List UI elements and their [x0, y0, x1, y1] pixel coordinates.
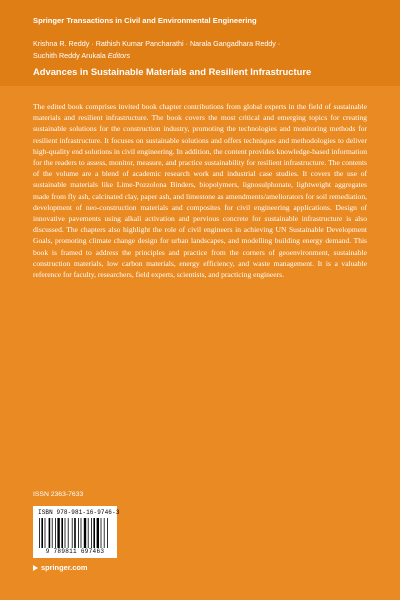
editors-line-1: Krishna R. Reddy · Rathish Kumar Pancharathi · Narala Gangadhara Reddy ·	[33, 39, 281, 48]
editors-suffix: Editors	[107, 51, 131, 60]
barcode	[33, 506, 120, 558]
publisher-site[interactable]: springer.com	[41, 563, 88, 572]
issn-label: ISSN 2363-7633	[33, 491, 84, 498]
back-cover-blurb: The edited book comprises invited book chapter contributions from global experts in the field of sustainable materials and resilient infrastructure. The book covers the most critical and emerging topics for creating sustainable solutions for the construction industry, promoting the technologies and monitoring methods for resilient infrastructure. It focuses on sustainable solutions and offers techniques and methodologies to deliver high-quality end solutions in civil engineering. In addition, the content provides knowledge-based information for the readers to assess, monitor, measure, and practice sustainability for resilient infrastructure. The contents of the volume are a blend of academic research work and industrial case studies. It covers the use of sustainable materials like Lime-Pozzolona Binders, biopolymers, lignosulphonate, lightweight aggregates made from fly ash, calcinated clay, paper ash, and limestone as amendments/ameliorators for soil remediation, development of neo-construction materials and composites for civil engineering applications. Design of innovative pavements using alkali activation and pervious concrete for sustainable infrastructure is also discussed. The chapters also highlight the role of civil engineers in achieving UN Sustainable Development Goals, promoting climate change design for urban landscapes, and modelling building energy demand. This book is framed to address the principles and practice from the corners of geoenvironment, sustainable construction materials, low carbon materials, energy efficiency, and waste management. It is a valuable reference for faculty, researchers, field experts, scientists, and practicing engineers.	[33, 102, 367, 280]
editors-names-2: Suchith Reddy Arukala	[33, 51, 106, 60]
series-title: Springer Transactions in Civil and Environmental Engineering	[33, 16, 257, 25]
publisher-link[interactable]	[33, 563, 87, 572]
barcode-bars	[38, 518, 112, 548]
editors-list	[33, 38, 373, 62]
book-title: Advances in Sustainable Materials and Resilient Infrastructure	[33, 66, 312, 77]
barcode-number: 9 789811 697463	[45, 548, 105, 555]
arrow-right-icon	[33, 565, 38, 571]
isbn-label: ISBN 978-981-16-9746-3	[38, 509, 120, 516]
editors-line-2	[33, 50, 373, 62]
